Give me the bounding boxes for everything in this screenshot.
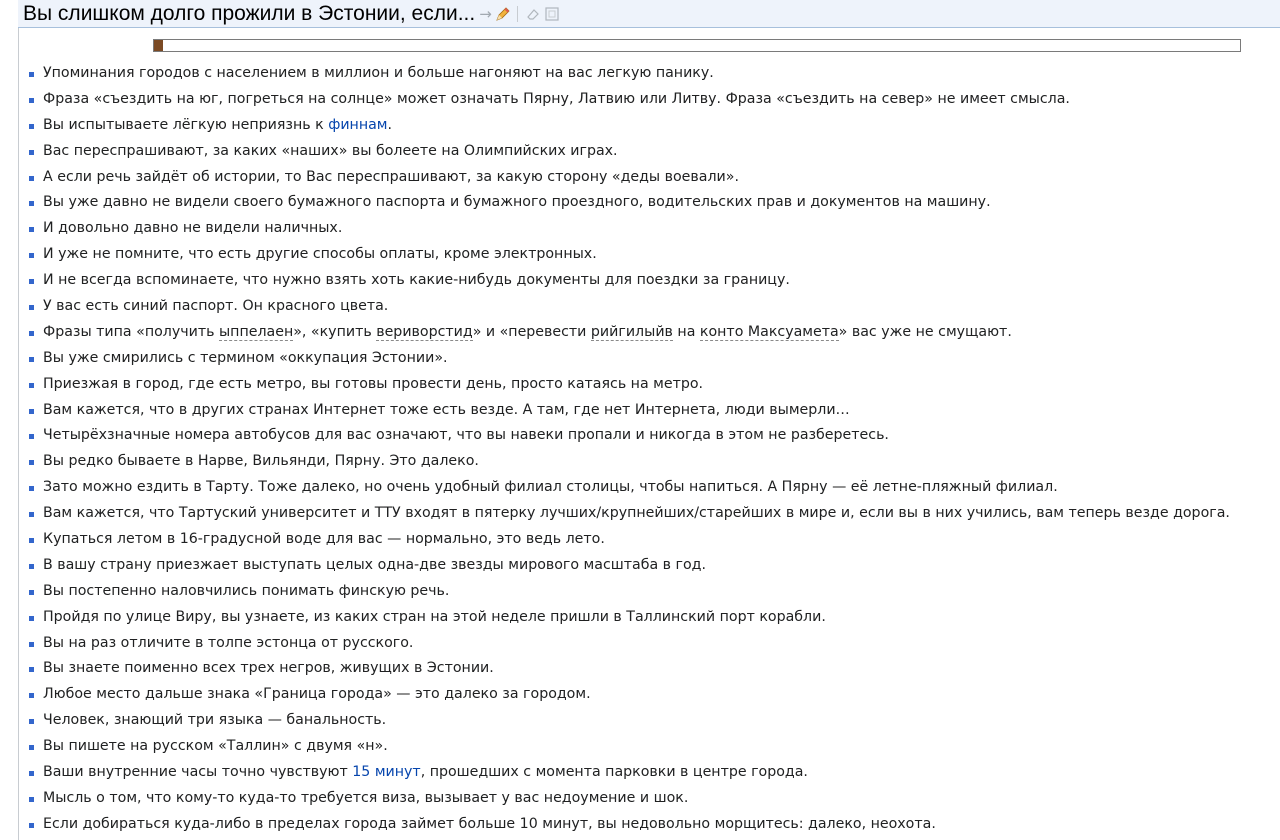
arrow-icon[interactable]: →: [479, 4, 492, 23]
list-item: [28, 372, 1230, 398]
list-item: [28, 708, 1230, 734]
item-text: И уже не помните, что есть другие способы оплаты, кроме электронных.: [43, 246, 597, 263]
bullet-icon: [29, 642, 34, 647]
bullet-icon: [29, 719, 34, 724]
item-text: Мысль о том, что кому-то куда-то требуется виза, вызывает у вас недоумение и шок.: [43, 789, 689, 806]
list-item: [28, 475, 1230, 501]
bullet-icon: [29, 331, 34, 336]
list-item: [28, 113, 1230, 139]
list-item: [28, 216, 1230, 242]
list-item: [28, 190, 1230, 216]
list-item: [28, 527, 1230, 553]
bullet-icon: [29, 305, 34, 310]
bullet-icon: [29, 434, 34, 439]
item-text: У вас есть синий паспорт. Он красного цвета.: [43, 298, 389, 315]
bullet-icon: [29, 564, 34, 569]
list-item: [28, 553, 1230, 579]
inline-link[interactable]: 15 минут: [352, 764, 421, 781]
bullet-icon: [29, 253, 34, 258]
glossary-term[interactable]: конто Максуамета: [699, 323, 839, 340]
bullet-icon: [29, 176, 34, 181]
list-item: [28, 656, 1230, 682]
item-text: на: [672, 323, 700, 340]
list-item: [28, 682, 1230, 708]
item-text: Вы пишете на русском «Таллин» с двумя «н».: [43, 738, 388, 755]
item-text: Вы испытываете лёгкую неприязнь к: [43, 116, 329, 133]
list-item: [28, 242, 1230, 268]
item-text: » вас уже не смущают.: [838, 323, 1012, 340]
item-text: Четырёхзначные номера автобусов для вас означают, что вы навеки пропали и никогда в этом не разберетесь.: [43, 427, 889, 444]
bullet-icon: [29, 693, 34, 698]
bullet-icon: [29, 124, 34, 129]
list-item: [28, 812, 1230, 838]
bullet-icon: [29, 72, 34, 77]
list-item: [28, 294, 1230, 320]
list-item: [28, 346, 1230, 372]
item-text: Фраза «съездить на юг, погреться на солнце» может означать Пярну, Латвию или Литву. Фраза «съездить на север» не имеет смысла.: [43, 90, 1070, 107]
bullet-icon: [29, 823, 34, 828]
list-item: [28, 139, 1230, 165]
list-item: [28, 61, 1230, 87]
bullet-icon: [29, 667, 34, 672]
item-text: Вас переспрашивают, за каких «наших» вы болеете на Олимпийских играх.: [43, 142, 618, 159]
item-text: И не всегда вспоминаете, что нужно взять хоть какие-нибудь документы для поездки за границу.: [43, 272, 790, 289]
bullet-icon: [29, 357, 34, 362]
item-text: Человек, знающий три языка — банальность.: [43, 712, 387, 729]
item-text: Вам кажется, что в других странах Интернет тоже есть везде. А там, где нет Интернета, люди вымерли…: [43, 401, 850, 418]
frame-icon[interactable]: [544, 5, 560, 23]
bullet-icon: [29, 512, 34, 517]
list-item: [28, 449, 1230, 475]
left-border: [18, 28, 19, 840]
pencil-icon[interactable]: [495, 5, 511, 23]
bullet-icon: [29, 486, 34, 491]
glossary-term[interactable]: рийгилыйв: [590, 323, 673, 340]
list-item: [28, 87, 1230, 113]
item-text: Если добираться куда-либо в пределах города займет больше 10 минут, вы недовольно морщитесь: далеко, неохота.: [43, 815, 936, 832]
item-text: Пройдя по улице Виру, вы узнаете, из каких стран на этой неделе пришли в Таллинский порт корабли.: [43, 608, 826, 625]
item-text: Ваши внутренние часы точно чувствуют: [43, 764, 353, 781]
item-text: Вы редко бываете в Нарве, Вильянди, Пярну. Это далеко.: [43, 453, 479, 470]
item-text: Вы уже смирились с термином «оккупация Эстонии».: [43, 349, 448, 366]
list-item: [28, 165, 1230, 191]
bullet-icon: [29, 590, 34, 595]
list-item: [28, 398, 1230, 424]
bullet-icon: [29, 797, 34, 802]
list-item: [28, 320, 1230, 346]
glossary-term[interactable]: вериворстид: [376, 323, 473, 340]
item-text: Купаться летом в 16-градусной воде для вас — нормально, это ведь лето.: [43, 531, 605, 548]
bullet-icon: [29, 150, 34, 155]
bullet-icon: [29, 383, 34, 388]
list-item: [28, 501, 1230, 527]
list-item: [28, 579, 1230, 605]
item-list: [28, 61, 1230, 838]
bullet-icon: [29, 227, 34, 232]
bullet-icon: [29, 279, 34, 284]
item-text: Вы на раз отличите в толпе эстонца от русского.: [43, 634, 414, 651]
inline-link[interactable]: финнам: [328, 116, 388, 133]
bullet-icon: [29, 460, 34, 465]
bullet-icon: [29, 745, 34, 750]
item-text: Зато можно ездить в Тарту. Тоже далеко, но очень удобный филиал столицы, чтобы напиться. А Пярну — её летне-пляжный филиал.: [43, 479, 1058, 496]
page-title: Вы слишком долго прожили в Эстонии, если...: [23, 2, 476, 25]
page-header: [18, 0, 1280, 28]
item-text: И довольно давно не видели наличных.: [43, 220, 343, 237]
bullet-icon: [29, 409, 34, 414]
header-divider: [517, 6, 518, 22]
item-text: Упоминания городов с населением в миллион и больше нагоняют на вас легкую панику.: [43, 65, 714, 81]
eraser-icon[interactable]: [525, 5, 541, 23]
item-text: Вам кажется, что Тартуский университет и ТТУ входят в пятерку лучших/крупнейших/старейших в мире и, если вы в них учились, вам теперь везде дорога.: [43, 505, 1230, 522]
bullet-icon: [29, 201, 34, 206]
item-text: Вы постепенно наловчились понимать финскую речь.: [43, 582, 450, 599]
item-text: А если речь зайдёт об истории, то Вас переспрашивают, за какую сторону «деды воевали».: [43, 168, 739, 185]
bullet-icon: [29, 98, 34, 103]
item-text: Приезжая в город, где есть метро, вы готовы провести день, просто катаясь на метро.: [43, 375, 704, 392]
item-text: , прошедших с момента парковки в центре города.: [420, 764, 808, 781]
list-item: [28, 631, 1230, 657]
list-item: [28, 786, 1230, 812]
item-text: Фразы типа «получить: [43, 323, 219, 340]
item-text: .: [387, 116, 393, 133]
bullet-icon: [29, 538, 34, 543]
bullet-icon: [29, 616, 34, 621]
item-text: », «купить: [293, 323, 377, 340]
list-item: [28, 268, 1230, 294]
item-text: Вы уже давно не видели своего бумажного паспорта и бумажного проездного, водительских прав и документов на машину.: [43, 194, 991, 211]
progress-fill: [154, 40, 163, 51]
list-item: [28, 760, 1230, 786]
list-item: [28, 605, 1230, 631]
item-text: Вы знаете поименно всех трех негров, живущих в Эстонии.: [43, 660, 494, 677]
glossary-term[interactable]: ыппелаен: [218, 323, 294, 340]
list-item: [28, 423, 1230, 449]
item-text: В вашу страну приезжает выступать целых одна-две звезды мирового масштаба в год.: [43, 556, 706, 573]
list-item: [28, 734, 1230, 760]
progress-bar: [153, 39, 1241, 52]
item-text: Любое место дальше знака «Граница города» — это далеко за городом.: [43, 686, 591, 703]
item-text: » и «перевести: [472, 323, 591, 340]
bullet-icon: [29, 771, 34, 776]
